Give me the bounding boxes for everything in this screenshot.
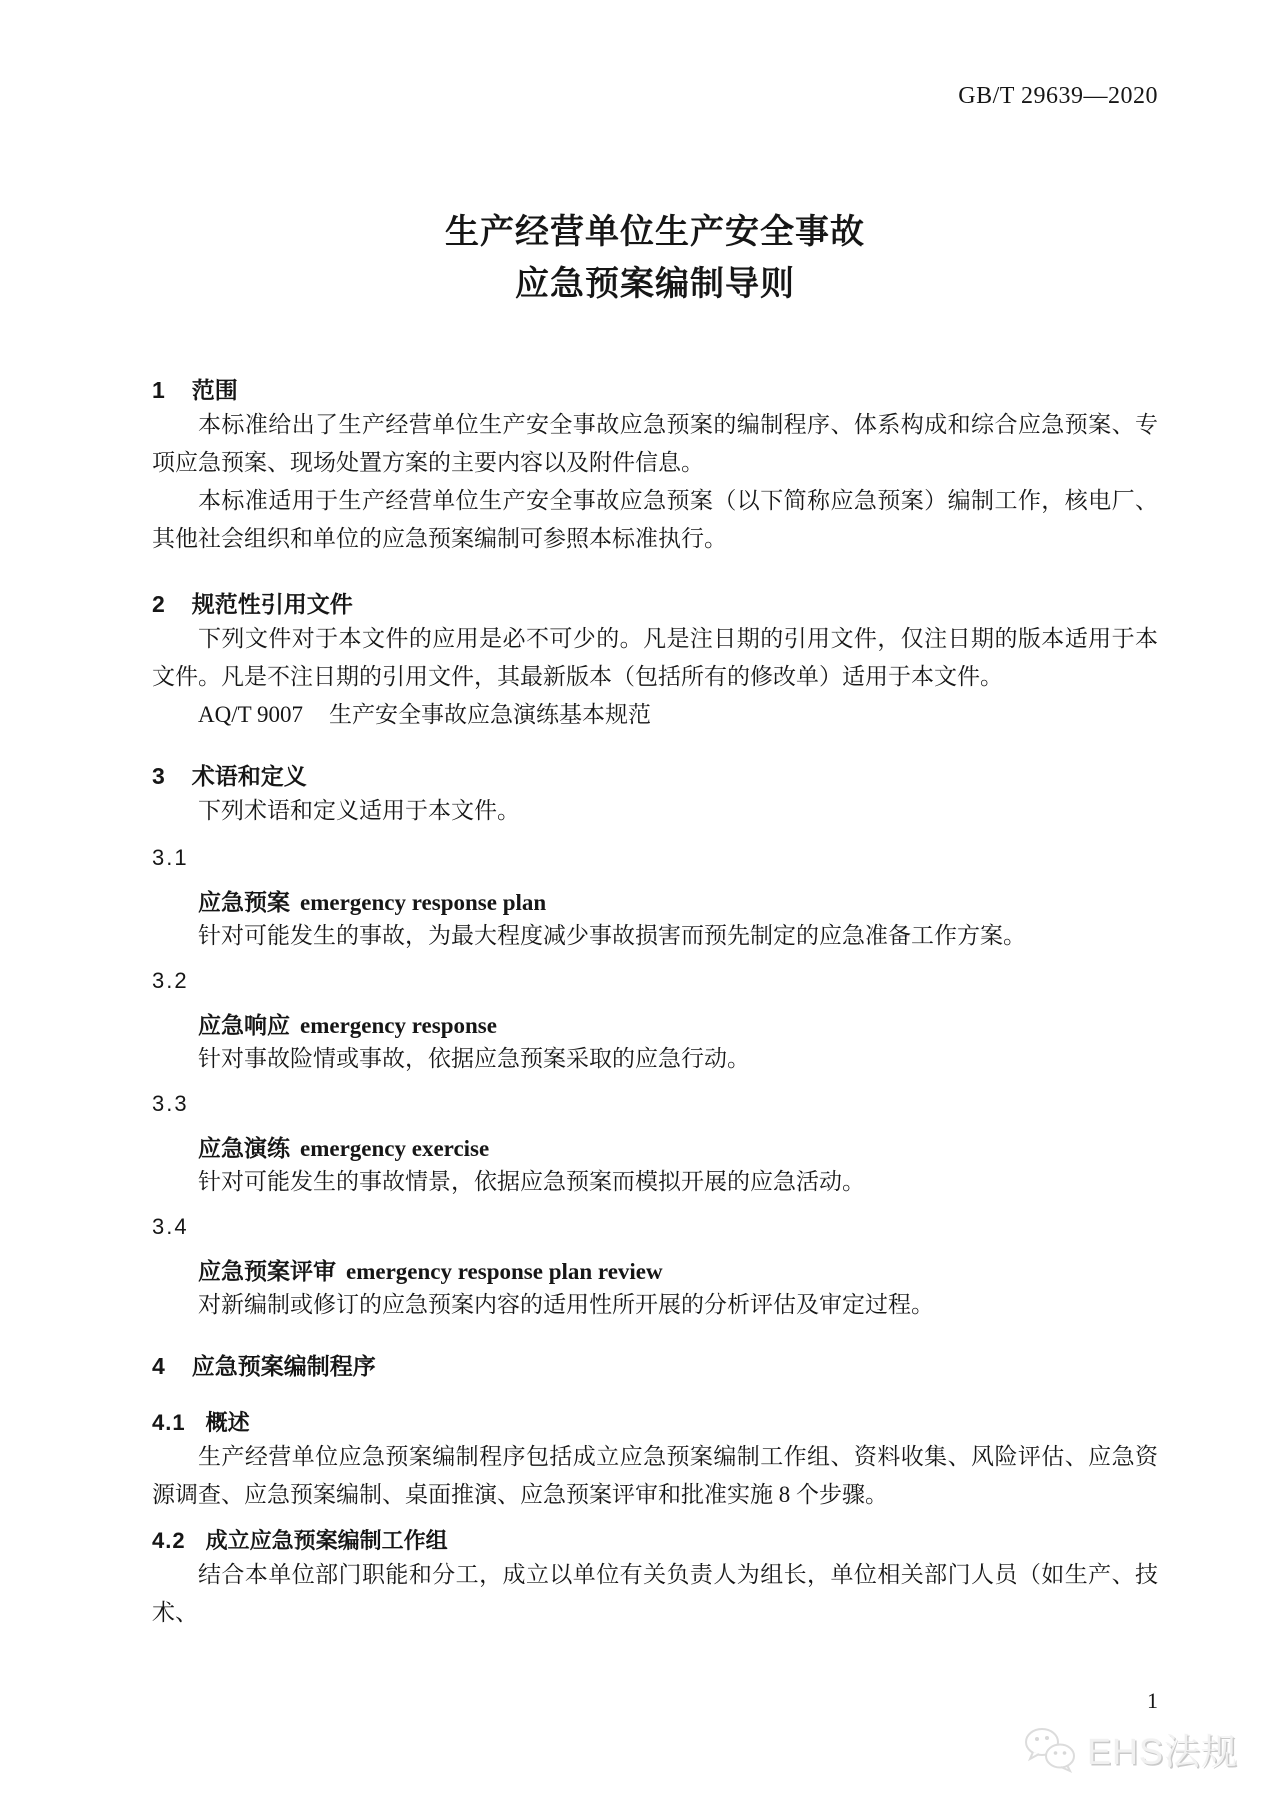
clause-4-number: 4 (152, 1353, 166, 1379)
clause-4-title: 应急预案编制程序 (191, 1353, 376, 1379)
term-3-1-name-zh: 应急预案 (198, 889, 290, 915)
term-3-4-definition: 对新编制或修订的应急预案内容的适用性所开展的分析评估及审定过程。 (198, 1292, 934, 1317)
clause-2-number: 2 (152, 591, 166, 617)
clause-4-2-number: 4.2 (152, 1528, 186, 1553)
clause-4-2-title: 成立应急预案编制工作组 (205, 1528, 448, 1553)
clause-2-heading (152, 588, 1158, 620)
term-3-4-name (152, 1255, 1158, 1288)
page-number: 1 (1147, 1688, 1158, 1713)
watermark-label: EHS法规 (1086, 1731, 1238, 1772)
term-3-3-number: 3.3 (152, 1091, 189, 1116)
clause-4-1-paragraph: 生产经营单位应急预案编制程序包括成立应急预案编制工作组、资料收集、风险评估、应急资源调查、应急预案编制、桌面推演、应急预案评审和批准实施 8 个步骤。 (152, 1444, 1158, 1507)
wechat-icon (1023, 1726, 1077, 1774)
clause-4-2-paragraph: 结合本单位部门职能和分工，成立以单位有关负责人为组长，单位相关部门人员（如生产、技术、 (152, 1562, 1158, 1625)
term-3-3 (152, 1088, 1158, 1199)
term-3-1 (152, 842, 1158, 953)
term-3-3-name-zh: 应急演练 (198, 1135, 290, 1161)
clause-4-2-heading (152, 1526, 1158, 1556)
clause-3-intro: 下列术语和定义适用于本文件。 (198, 798, 520, 823)
term-3-2-definition: 针对事故险情或事故，依据应急预案采取的应急行动。 (198, 1046, 750, 1071)
term-3-3-definition: 针对可能发生的事故情景，依据应急预案而模拟开展的应急活动。 (198, 1169, 865, 1194)
clause-4-1-number: 4.1 (152, 1410, 186, 1435)
clause-3-title: 术语和定义 (191, 763, 307, 789)
watermark (1023, 1724, 1238, 1775)
clause-4-1-heading (152, 1408, 1158, 1438)
standard-number: GB/T 29639—2020 (958, 83, 1158, 109)
term-3-2-name-en: emergency response (300, 1013, 497, 1038)
document-title-line2: 应急预案编制导则 (515, 265, 795, 303)
term-3-1-definition: 针对可能发生的事故，为最大程度减少事故损害而预先制定的应急准备工作方案。 (198, 923, 1026, 948)
term-3-2 (152, 965, 1158, 1076)
normative-reference (152, 696, 1158, 734)
term-3-1-name (152, 886, 1158, 919)
term-3-4-name-zh: 应急预案评审 (198, 1258, 336, 1284)
term-3-3-name-en: emergency exercise (300, 1136, 490, 1161)
clause-1-paragraph-2: 本标准适用于生产经营单位生产安全事故应急预案（以下简称应急预案）编制工作，核电厂、其他社会组织和单位的应急预案编制可参照本标准执行。 (152, 488, 1158, 551)
document-title-line1: 生产经营单位生产安全事故 (445, 213, 865, 251)
clause-2-title: 规范性引用文件 (191, 591, 353, 617)
term-3-3-name (152, 1132, 1158, 1165)
term-3-2-number: 3.2 (152, 968, 189, 993)
reference-title: 生产安全事故应急演练基本规范 (329, 702, 651, 727)
reference-code: AQ/T 9007 (198, 702, 303, 727)
term-3-1-number: 3.1 (152, 845, 189, 870)
clause-1-heading (152, 374, 1158, 406)
clause-3-number: 3 (152, 763, 166, 789)
clause-4-1-title: 概述 (205, 1410, 250, 1435)
clause-3-heading (152, 760, 1158, 792)
clause-1-paragraph-1: 本标准给出了生产经营单位生产安全事故应急预案的编制程序、体系构成和综合应急预案、专项应急预案、现场处置方案的主要内容以及附件信息。 (152, 412, 1158, 475)
term-3-4-number: 3.4 (152, 1214, 189, 1239)
document-title (152, 206, 1158, 310)
clause-4-heading (152, 1350, 1158, 1382)
term-3-2-name-zh: 应急响应 (198, 1012, 290, 1038)
clause-1-title: 范围 (191, 377, 238, 403)
term-3-4-name-en: emergency response plan review (346, 1259, 663, 1284)
term-3-1-name-en: emergency response plan (300, 890, 547, 915)
term-3-4 (152, 1211, 1158, 1322)
document-page (152, 0, 1158, 1632)
clause-2-paragraph-1: 下列文件对于本文件的应用是必不可少的。凡是注日期的引用文件，仅注日期的版本适用于本文件。凡是不注日期的引用文件，其最新版本（包括所有的修改单）适用于本文件。 (152, 626, 1158, 689)
term-3-2-name (152, 1009, 1158, 1042)
clause-1-number: 1 (152, 377, 166, 403)
